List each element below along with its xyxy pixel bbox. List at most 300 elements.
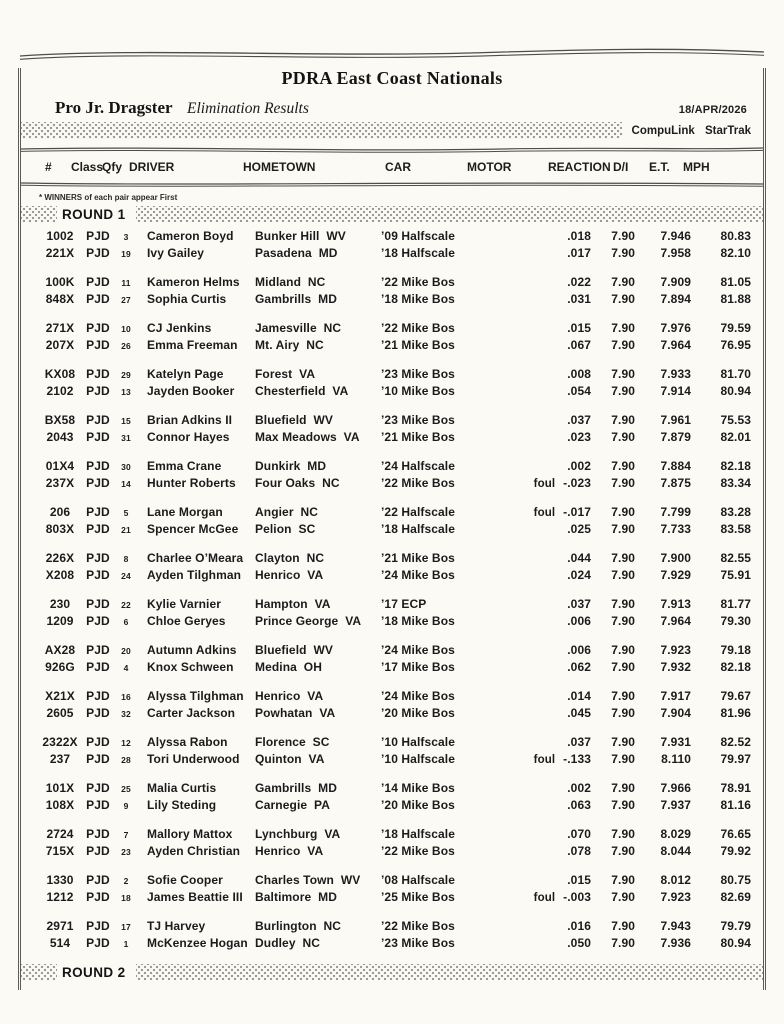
speed-mph: 83.58 — [720, 522, 751, 536]
elapsed-time: 7.917 — [660, 689, 691, 703]
entry-number: 237X — [45, 476, 75, 490]
reaction-value: .015 — [567, 873, 591, 887]
driver-name: Spencer McGee — [147, 522, 239, 536]
elapsed-time: 7.936 — [660, 936, 691, 950]
car: ’18 Halfscale — [381, 827, 456, 841]
elapsed-time: 7.914 — [660, 384, 691, 398]
result-row — [21, 274, 763, 291]
car: ’10 Halfscale — [381, 735, 456, 749]
motor — [469, 659, 497, 678]
result-row — [21, 688, 763, 705]
dial-in: 7.90 — [611, 430, 635, 444]
elapsed-time: 7.875 — [660, 476, 691, 490]
elimination-pair — [21, 596, 763, 630]
motor — [469, 567, 497, 586]
reaction — [497, 337, 591, 356]
elimination-pair — [21, 688, 763, 722]
spacer — [139, 383, 147, 402]
qualify-position: 30 — [121, 462, 131, 472]
qualify-position: 1 — [123, 939, 129, 949]
entry-number: 2322X — [42, 735, 78, 749]
motor — [469, 889, 497, 908]
page-top-border — [18, 44, 766, 60]
entry-number: 101X — [45, 781, 75, 795]
col-header-class: Class — [71, 160, 104, 174]
result-row — [21, 521, 763, 538]
car: ’20 Mike Bos — [381, 798, 455, 812]
spacer — [139, 613, 147, 632]
halftone-band — [136, 964, 763, 980]
reaction-value: .018 — [567, 229, 591, 243]
entry-number: 206 — [49, 505, 71, 519]
hometown: Henrico VA — [255, 844, 324, 858]
entry-number: 230 — [49, 597, 71, 611]
result-row — [21, 889, 763, 906]
qualify-position: 13 — [121, 387, 131, 397]
driver-name: Alyssa Tilghman — [147, 689, 244, 703]
car: ’22 Mike Bos — [381, 476, 455, 490]
dial-in: 7.90 — [611, 919, 635, 933]
reaction-value: .002 — [567, 459, 591, 473]
speed-mph: 81.16 — [720, 798, 751, 812]
elimination-pair — [21, 826, 763, 860]
elapsed-time: 7.894 — [660, 292, 691, 306]
hometown: Medina OH — [255, 660, 323, 674]
dial-in: 7.90 — [611, 735, 635, 749]
dial-in: 7.90 — [611, 551, 635, 565]
speed-mph: 83.28 — [720, 505, 751, 519]
winners-note: * WINNERS of each pair appear First — [39, 193, 178, 202]
entry-number: 1002 — [46, 229, 74, 243]
car: ’21 Mike Bos — [381, 338, 455, 352]
elapsed-time: 7.923 — [660, 890, 691, 904]
class-code: PJD — [86, 551, 110, 565]
qualify-position: 15 — [121, 416, 131, 426]
driver-name: Tori Underwood — [147, 752, 240, 766]
class-code: PJD — [86, 752, 110, 766]
qualify-position: 14 — [121, 479, 131, 489]
hometown: Mt. Airy NC — [255, 338, 324, 352]
class-code: PJD — [86, 827, 110, 841]
driver-name: Jayden Booker — [147, 384, 235, 398]
elapsed-time: 8.029 — [660, 827, 691, 841]
dial-in: 7.90 — [611, 689, 635, 703]
hometown: Jamesville NC — [255, 321, 342, 335]
entry-number: 226X — [45, 551, 75, 565]
speed-mph: 82.10 — [720, 246, 751, 260]
hometown: Hampton VA — [255, 597, 331, 611]
driver-name: Lily Steding — [147, 798, 217, 812]
entry-number: 01X4 — [45, 459, 75, 473]
col-header-hometown: HOMETOWN — [243, 160, 316, 174]
reaction — [497, 705, 591, 724]
reaction-value: .054 — [567, 384, 591, 398]
reaction — [497, 613, 591, 632]
motor — [469, 337, 497, 356]
speed-mph: 82.18 — [720, 660, 751, 674]
car: ’21 Mike Bos — [381, 551, 455, 565]
dial-in: 7.90 — [611, 568, 635, 582]
elapsed-time: 7.909 — [660, 275, 691, 289]
elimination-pair — [21, 228, 763, 262]
motor — [469, 383, 497, 402]
reaction-value: .037 — [567, 597, 591, 611]
entry-number: 108X — [45, 798, 75, 812]
dial-in: 7.90 — [611, 367, 635, 381]
report-page — [18, 68, 766, 990]
reaction-value: .025 — [567, 522, 591, 536]
speed-mph: 79.67 — [720, 689, 751, 703]
reaction-value: .062 — [567, 660, 591, 674]
elapsed-time: 7.964 — [660, 338, 691, 352]
round-label: ROUND 1 — [62, 206, 126, 222]
car: ’18 Halfscale — [381, 246, 456, 260]
reaction-value: .024 — [567, 568, 591, 582]
qualify-position: 32 — [121, 709, 131, 719]
dial-in: 7.90 — [611, 827, 635, 841]
elapsed-time: 8.044 — [660, 844, 691, 858]
elapsed-time: 7.964 — [660, 614, 691, 628]
spacer — [139, 935, 147, 954]
reaction-value: .022 — [567, 275, 591, 289]
driver-name: McKenzee Hogan — [147, 936, 248, 950]
result-row — [21, 843, 763, 860]
spacer — [139, 843, 147, 862]
hometown: Bluefield WV — [255, 413, 333, 427]
qualify-position: 9 — [123, 801, 129, 811]
elimination-pair — [21, 734, 763, 768]
hometown: Baltimore MD — [255, 890, 337, 904]
qualify-position: 20 — [121, 646, 131, 656]
spacer — [139, 567, 147, 586]
hometown: Angier NC — [255, 505, 319, 519]
hometown: Four Oaks NC — [255, 476, 340, 490]
spacer — [139, 429, 147, 448]
speed-mph: 79.79 — [720, 919, 751, 933]
hometown: Florence SC — [255, 735, 330, 749]
car: ’22 Halfscale — [381, 505, 456, 519]
column-header-rule — [21, 180, 763, 188]
elimination-pair — [21, 274, 763, 308]
qualify-position: 22 — [121, 600, 131, 610]
elapsed-time: 7.976 — [660, 321, 691, 335]
entry-number: 2724 — [46, 827, 74, 841]
elapsed-time: 7.961 — [660, 413, 691, 427]
entry-number: 221X — [45, 246, 75, 260]
speed-mph: 81.96 — [720, 706, 751, 720]
entry-number: X21X — [45, 689, 75, 703]
reaction-value: .002 — [567, 781, 591, 795]
dial-in: 7.90 — [611, 798, 635, 812]
speed-mph: 80.75 — [720, 873, 751, 887]
driver-name: Lane Morgan — [147, 505, 223, 519]
speed-mph: 79.18 — [720, 643, 751, 657]
car: ’22 Mike Bos — [381, 919, 455, 933]
event-title: PDRA East Coast Nationals — [281, 68, 503, 88]
elapsed-time: 7.932 — [660, 660, 691, 674]
speed-mph: 79.59 — [720, 321, 751, 335]
car: ’22 Mike Bos — [381, 321, 455, 335]
elimination-pair — [21, 458, 763, 492]
dial-in: 7.90 — [611, 643, 635, 657]
entry-number: 1212 — [46, 890, 74, 904]
qualify-position: 17 — [121, 922, 131, 932]
class-code: PJD — [86, 936, 110, 950]
result-row — [21, 659, 763, 676]
class-code: PJD — [86, 430, 110, 444]
car: ’25 Mike Bos — [381, 890, 455, 904]
result-row — [21, 918, 763, 935]
class-code: PJD — [86, 614, 110, 628]
reaction — [497, 567, 591, 586]
elapsed-time: 7.884 — [660, 459, 691, 473]
dial-in: 7.90 — [611, 338, 635, 352]
class-code: PJD — [86, 292, 110, 306]
reaction — [497, 475, 591, 494]
class-code: PJD — [86, 706, 110, 720]
class-code: PJD — [86, 246, 110, 260]
entry-number: 2971 — [46, 919, 74, 933]
driver-name: James Beattie III — [147, 890, 243, 904]
col-header-dial-in: D/I — [613, 160, 629, 174]
entry-number: 237 — [49, 752, 71, 766]
result-row — [21, 429, 763, 446]
elimination-pair — [21, 550, 763, 584]
result-row — [21, 751, 763, 768]
qualify-position: 8 — [123, 554, 129, 564]
elapsed-time: 7.943 — [660, 919, 691, 933]
elapsed-time: 7.900 — [660, 551, 691, 565]
car: ’17 Mike Bos — [381, 660, 455, 674]
motor — [469, 797, 497, 816]
reaction-value: .015 — [567, 321, 591, 335]
spacer — [139, 475, 147, 494]
reaction — [497, 245, 591, 264]
column-headers — [21, 154, 763, 180]
col-header-car: CAR — [385, 160, 411, 174]
reaction — [497, 889, 591, 908]
speed-mph: 76.95 — [720, 338, 751, 352]
col-header-reaction: REACTION — [548, 160, 611, 174]
result-row — [21, 567, 763, 584]
reaction — [497, 429, 591, 448]
hometown: Forest VA — [255, 367, 316, 381]
car: ’21 Mike Bos — [381, 430, 455, 444]
motor — [469, 291, 497, 310]
spacer — [139, 245, 147, 264]
class-code: PJD — [86, 367, 110, 381]
reaction-value: .037 — [567, 735, 591, 749]
car: ’14 Mike Bos — [381, 781, 455, 795]
hometown: Dudley NC — [255, 936, 321, 950]
elapsed-time: 7.937 — [660, 798, 691, 812]
entry-number: 271X — [45, 321, 75, 335]
driver-name: Mallory Mattox — [147, 827, 233, 841]
qualify-position: 3 — [123, 232, 129, 242]
dial-in: 7.90 — [611, 476, 635, 490]
dial-in: 7.90 — [611, 844, 635, 858]
reaction-value: -.003 — [563, 890, 591, 904]
car: ’24 Mike Bos — [381, 643, 455, 657]
driver-name: Sofie Cooper — [147, 873, 223, 887]
elapsed-time: 7.946 — [660, 229, 691, 243]
elimination-pair — [21, 412, 763, 446]
reaction-value: .078 — [567, 844, 591, 858]
reaction — [497, 751, 591, 770]
hometown: Gambrills MD — [255, 781, 337, 795]
car: ’20 Mike Bos — [381, 706, 455, 720]
dial-in: 7.90 — [611, 614, 635, 628]
spacer — [139, 291, 147, 310]
speed-mph: 81.77 — [720, 597, 751, 611]
hometown: Bluefield WV — [255, 643, 333, 657]
class-code: PJD — [86, 384, 110, 398]
result-row — [21, 228, 763, 245]
elapsed-time: 7.931 — [660, 735, 691, 749]
result-row — [21, 797, 763, 814]
reaction-value: .044 — [567, 551, 591, 565]
entry-number: 803X — [45, 522, 75, 536]
speed-mph: 81.05 — [720, 275, 751, 289]
hometown: Carnegie PA — [255, 798, 330, 812]
elimination-pair — [21, 642, 763, 676]
speed-mph: 79.97 — [720, 752, 751, 766]
spacer — [139, 797, 147, 816]
reaction — [497, 797, 591, 816]
reaction-value: .067 — [567, 338, 591, 352]
result-row — [21, 734, 763, 751]
driver-name: Hunter Roberts — [147, 476, 236, 490]
driver-name: Autumn Adkins — [147, 643, 237, 657]
motor — [469, 751, 497, 770]
result-row — [21, 504, 763, 521]
reaction — [497, 843, 591, 862]
car: ’10 Halfscale — [381, 752, 456, 766]
motor — [469, 245, 497, 264]
result-row — [21, 458, 763, 475]
round-label: ROUND 2 — [62, 964, 126, 980]
result-row — [21, 705, 763, 722]
result-row — [21, 383, 763, 400]
motor — [469, 521, 497, 540]
dial-in: 7.90 — [611, 936, 635, 950]
speed-mph: 76.65 — [720, 827, 751, 841]
result-row — [21, 366, 763, 383]
speed-mph: 82.52 — [720, 735, 751, 749]
entry-number: 2043 — [46, 430, 74, 444]
car: ’23 Mike Bos — [381, 936, 455, 950]
elapsed-time: 7.879 — [660, 430, 691, 444]
qualify-position: 19 — [121, 249, 131, 259]
reaction-value: -.133 — [563, 752, 591, 766]
motor — [469, 613, 497, 632]
dial-in: 7.90 — [611, 522, 635, 536]
qualify-position: 12 — [121, 738, 131, 748]
hometown: Max Meadows VA — [255, 430, 360, 444]
speed-mph: 82.69 — [720, 890, 751, 904]
dial-in: 7.90 — [611, 781, 635, 795]
halftone-band — [21, 206, 57, 222]
reaction-value: .031 — [567, 292, 591, 306]
hometown: Pelion SC — [255, 522, 316, 536]
result-row — [21, 337, 763, 354]
qualify-position: 10 — [121, 324, 131, 334]
qualify-position: 26 — [121, 341, 131, 351]
foul-flag: foul — [533, 507, 556, 519]
halftone-band — [21, 964, 57, 980]
elapsed-time: 7.966 — [660, 781, 691, 795]
driver-name: Charlee O’Meara — [147, 551, 244, 565]
motor — [469, 705, 497, 724]
qualify-position: 21 — [121, 525, 131, 535]
results-sheet — [18, 44, 766, 990]
spacer — [139, 751, 147, 770]
halftone-band — [21, 122, 622, 139]
motor — [469, 935, 497, 954]
driver-name: Katelyn Page — [147, 367, 224, 381]
reaction — [497, 521, 591, 540]
dial-in: 7.90 — [611, 321, 635, 335]
class-code: PJD — [86, 522, 110, 536]
hometown: Pasadena MD — [255, 246, 338, 260]
hometown: Henrico VA — [255, 568, 324, 582]
driver-name: CJ Jenkins — [147, 321, 212, 335]
speed-mph: 81.70 — [720, 367, 751, 381]
reaction-value: .014 — [567, 689, 591, 703]
subheader — [21, 98, 763, 120]
elapsed-time: 7.799 — [660, 505, 691, 519]
entry-number: 514 — [49, 936, 71, 950]
hometown: Clayton NC — [255, 551, 325, 565]
foul-flag: foul — [533, 754, 556, 766]
reaction-value: -.017 — [563, 505, 591, 519]
car: ’22 Mike Bos — [381, 844, 455, 858]
class-code: PJD — [86, 844, 110, 858]
reaction-value: .016 — [567, 919, 591, 933]
class-code: PJD — [86, 568, 110, 582]
dial-in: 7.90 — [611, 384, 635, 398]
header-rule — [21, 144, 763, 154]
reaction-value: .006 — [567, 643, 591, 657]
driver-name: Carter Jackson — [147, 706, 236, 720]
driver-name: Ivy Gailey — [147, 246, 205, 260]
reaction-value: .063 — [567, 798, 591, 812]
elimination-pair — [21, 320, 763, 354]
col-header-driver: DRIVER — [129, 160, 175, 174]
result-row — [21, 935, 763, 952]
hometown: Dunkirk MD — [255, 459, 327, 473]
hometown: Midland NC — [255, 275, 326, 289]
spacer — [139, 337, 147, 356]
class-code: PJD — [86, 735, 110, 749]
timing-system-brand — [622, 125, 763, 137]
class-code: PJD — [86, 643, 110, 657]
elapsed-time: 7.913 — [660, 597, 691, 611]
spacer — [139, 659, 147, 678]
qualify-position: 18 — [121, 893, 131, 903]
driver-name: Kameron Helms — [147, 275, 240, 289]
qualify-position: 31 — [121, 433, 131, 443]
dial-in: 7.90 — [611, 597, 635, 611]
speed-mph: 82.01 — [720, 430, 751, 444]
motor — [469, 429, 497, 448]
spacer — [139, 889, 147, 908]
reaction — [497, 291, 591, 310]
entry-number: AX28 — [44, 643, 76, 657]
entry-number: 1209 — [46, 614, 74, 628]
driver-name: Cameron Boyd — [147, 229, 234, 243]
qualify-position: 2 — [123, 876, 129, 886]
